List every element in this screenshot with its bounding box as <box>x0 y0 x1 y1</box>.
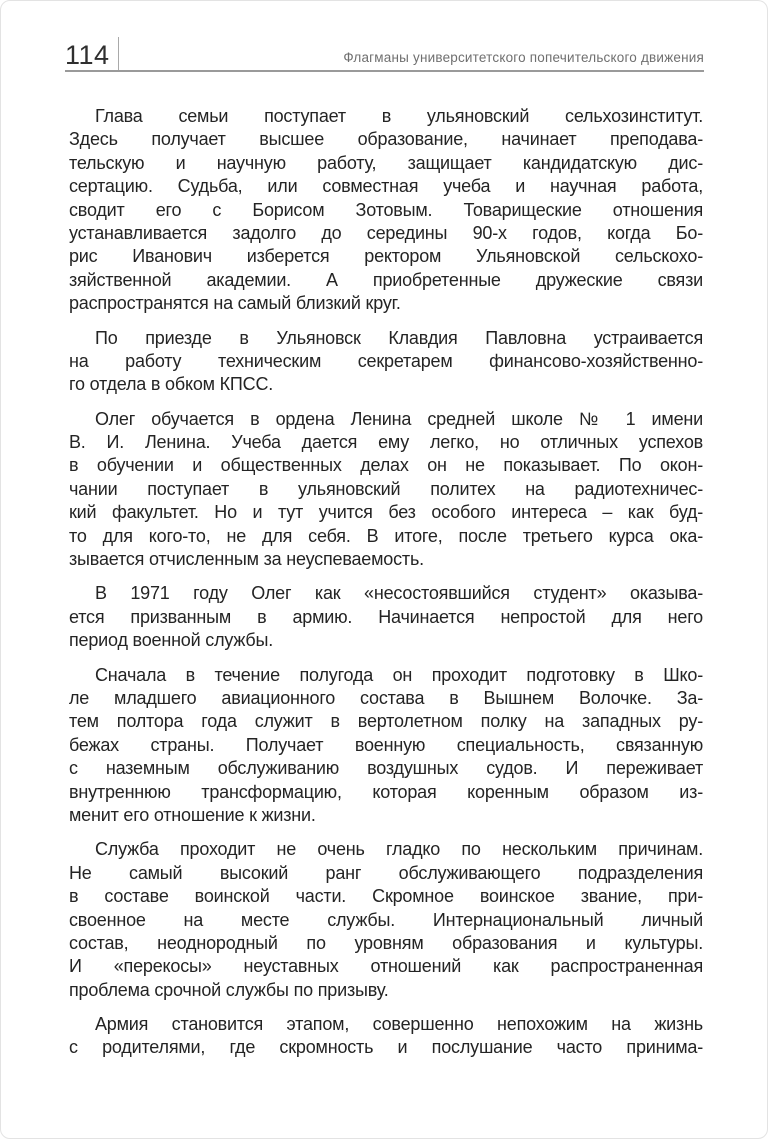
text-line: Армия становится этапом, совершенно непохожим на жизнь <box>95 1014 703 1035</box>
text-line: В 1971 году Олег как «несостоявшийся студент» оказыва- <box>95 583 703 604</box>
text-line: с наземным обслуживанию воздушных судов. И переживает <box>69 758 703 779</box>
text-line: бежах страны. Получает военную специальность, связанную <box>69 734 703 755</box>
text-line: своенное на месте службы. Интернациональный личный <box>69 909 703 930</box>
page-header <box>65 31 704 71</box>
text-line: в составе воинской части. Скромное воинское звание, при- <box>69 886 703 907</box>
text-line: Здесь получает высшее образование, начинает преподава- <box>69 129 703 150</box>
text-line: рис Иванович изберется ректором Ульяновской сельскохо- <box>69 246 703 267</box>
text-line: период военной службы. <box>69 630 274 651</box>
text-line: менит его отношение к жизни. <box>69 804 316 825</box>
text-line: Не самый высокий ранг обслуживающего подразделения <box>69 862 703 883</box>
text-line: Глава семьи поступает в ульяновский сельхозинститут. <box>95 106 703 126</box>
text-line: распространятся на самый близкий круг. <box>69 293 401 314</box>
text-line: устанавливается задолго до середины 90-х годов, когда Бо- <box>69 222 703 243</box>
text-line: По приезде в Ульяновск Клавдия Павловна устраивается <box>95 327 703 348</box>
text-line: зывается отчисленным за неуспеваемость. <box>69 549 424 570</box>
page-number: 114 <box>65 40 110 70</box>
text-line: В. И. Ленина. Учеба дается ему легко, но отличных успехов <box>69 432 703 453</box>
text-line: зяйственной академии. А приобретенные дружеские связи <box>69 269 703 290</box>
text-line: в обучении и общественных делах он не показывает. По окон- <box>69 455 703 476</box>
text-line: Служба проходит не очень гладко по нескольким причинам. <box>95 839 703 860</box>
text-line: то для кого-то, не для себя. В итоге, после третьего курса ока- <box>69 525 703 546</box>
body-text <box>69 105 703 1071</box>
paragraph <box>69 408 703 572</box>
paragraph <box>69 582 703 652</box>
text-line: тем полтора года служит в вертолетном полку на западных ру- <box>69 711 703 732</box>
text-line: внутреннюю трансформацию, которая коренным образом из- <box>69 781 703 802</box>
text-line: Сначала в течение полугода он проходит подготовку в Шко- <box>95 664 703 685</box>
text-line: сводит его с Борисом Зотовым. Товарищеские отношения <box>69 199 703 220</box>
header-rule <box>65 70 704 72</box>
text-line: го отдела в обком КПСС. <box>69 374 274 395</box>
text-line: проблема срочной службы по призыву. <box>69 979 389 1000</box>
text-line: тельскую и научную работу, защищает кандидатскую дис- <box>69 152 703 173</box>
text-line: чании поступает в ульяновский политех на радиотехничес- <box>69 478 703 499</box>
paragraph <box>69 664 703 828</box>
text-line: сертацию. Судьба, или совместная учеба и научная работа, <box>69 176 703 197</box>
paragraph <box>69 838 703 1002</box>
text-line: кий факультет. Но и тут учится без особого интереса – как буд- <box>69 502 703 523</box>
text-line: Олег обучается в ордена Ленина средней школе № 1 имени <box>95 408 703 429</box>
text-line: ется призванным в армию. Начинается непростой для него <box>69 606 703 627</box>
text-line: состав, неоднородный по уровням образования и культуры. <box>69 932 703 953</box>
text-line: на работу техническим секретарем финансово-хозяйственно- <box>69 350 703 371</box>
text-line: И «перекосы» неуставных отношений как распространенная <box>69 956 703 977</box>
paragraph <box>69 327 703 397</box>
text-line: ле младшего авиационного состава в Вышнем Волочке. За- <box>69 687 703 708</box>
running-title: Флагманы университетского попечительского движения <box>343 50 704 65</box>
text-line: с родителями, где скромность и послушание часто принима- <box>69 1037 703 1058</box>
paragraph <box>69 105 703 316</box>
paragraph <box>69 1013 703 1060</box>
